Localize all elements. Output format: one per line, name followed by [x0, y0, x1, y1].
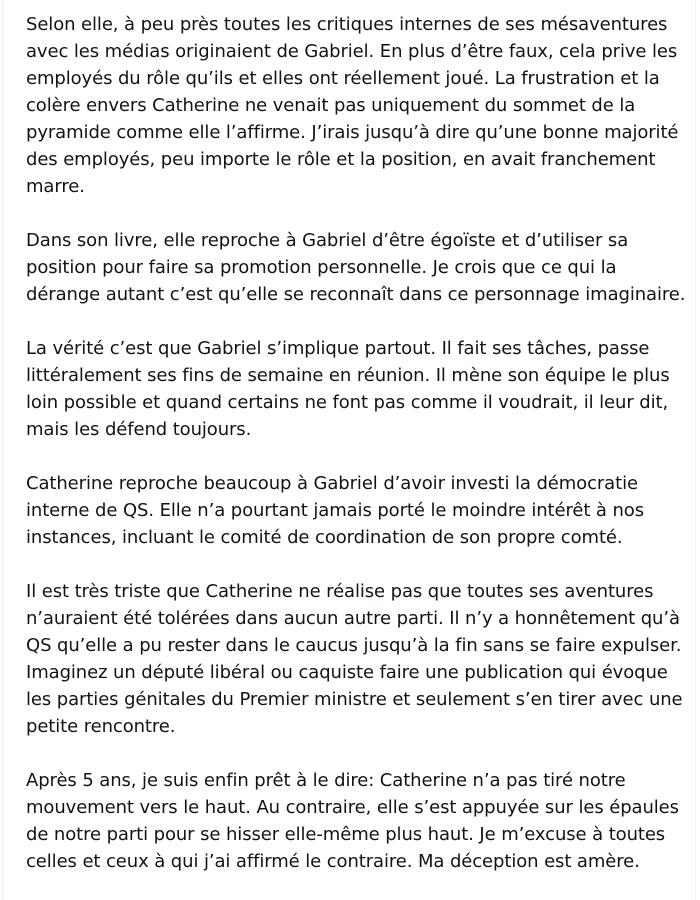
post-paragraph-1: Selon elle, à peu près toutes les critiques internes de ses mésaventures avec les médias originaient de Gabriel. En plus d’être faux, cela prive les employés du rôle qu’ils et elles ont réellement joué. La frustration et la colère envers Catherine ne venait pas uniquement du sommet de la pyramide comme elle l’affirme. J’irais jusqu’à dire qu’une bonne majorité des employés, peu importe le rôle et la position, en avait franchement marre.	[26, 14, 679, 197]
post-paragraph-4: Catherine reproche beaucoup à Gabriel d’avoir investi la démocratie interne de QS. Elle n’a pourtant jamais porté le moindre intérêt à nos instances, incluant le comité de coordination de son propre comté.	[26, 473, 644, 548]
post-paragraph-6: Après 5 ans, je suis enfin prêt à le dire: Catherine n’a pas tiré notre mouvement vers le haut. Au contraire, elle s’est appuyée sur les épaules de notre parti pour se hisser elle-même plus haut. Je m’excuse à toutes celles et ceux à qui j’ai affirmé le contraire. Ma déception est amère.	[26, 770, 679, 872]
post-paragraph-5: Il est très triste que Catherine ne réalise pas que toutes ses aventures n’auraient été tolérées dans aucun autre parti. Il n’y a honnêtement qu’à QS qu’elle a pu rester dans le caucus jusqu’à la fin sans se faire expulser. Imaginez un député libéral ou caquiste faire une publication qui évoque les parties génitales du Premier ministre et seulement s’en tirer avec une petite rencontre.	[26, 581, 683, 737]
post-container	[2, 0, 696, 900]
post-paragraph-3: La vérité c’est que Gabriel s’implique partout. Il fait ses tâches, passe littéralement ses fins de semaine en réunion. Il mène son équipe le plus loin possible et quand certains ne font pas comme il voudrait, il leur dit, mais les défend toujours.	[26, 338, 670, 440]
post-text	[26, 11, 686, 875]
post-paragraph-2: Dans son livre, elle reproche à Gabriel d’être égoïste et d’utiliser sa position pour faire sa promotion personnelle. Je crois que ce qui la dérange autant c’est qu’elle se reconnaît dans ce personnage imaginaire.	[26, 230, 686, 305]
